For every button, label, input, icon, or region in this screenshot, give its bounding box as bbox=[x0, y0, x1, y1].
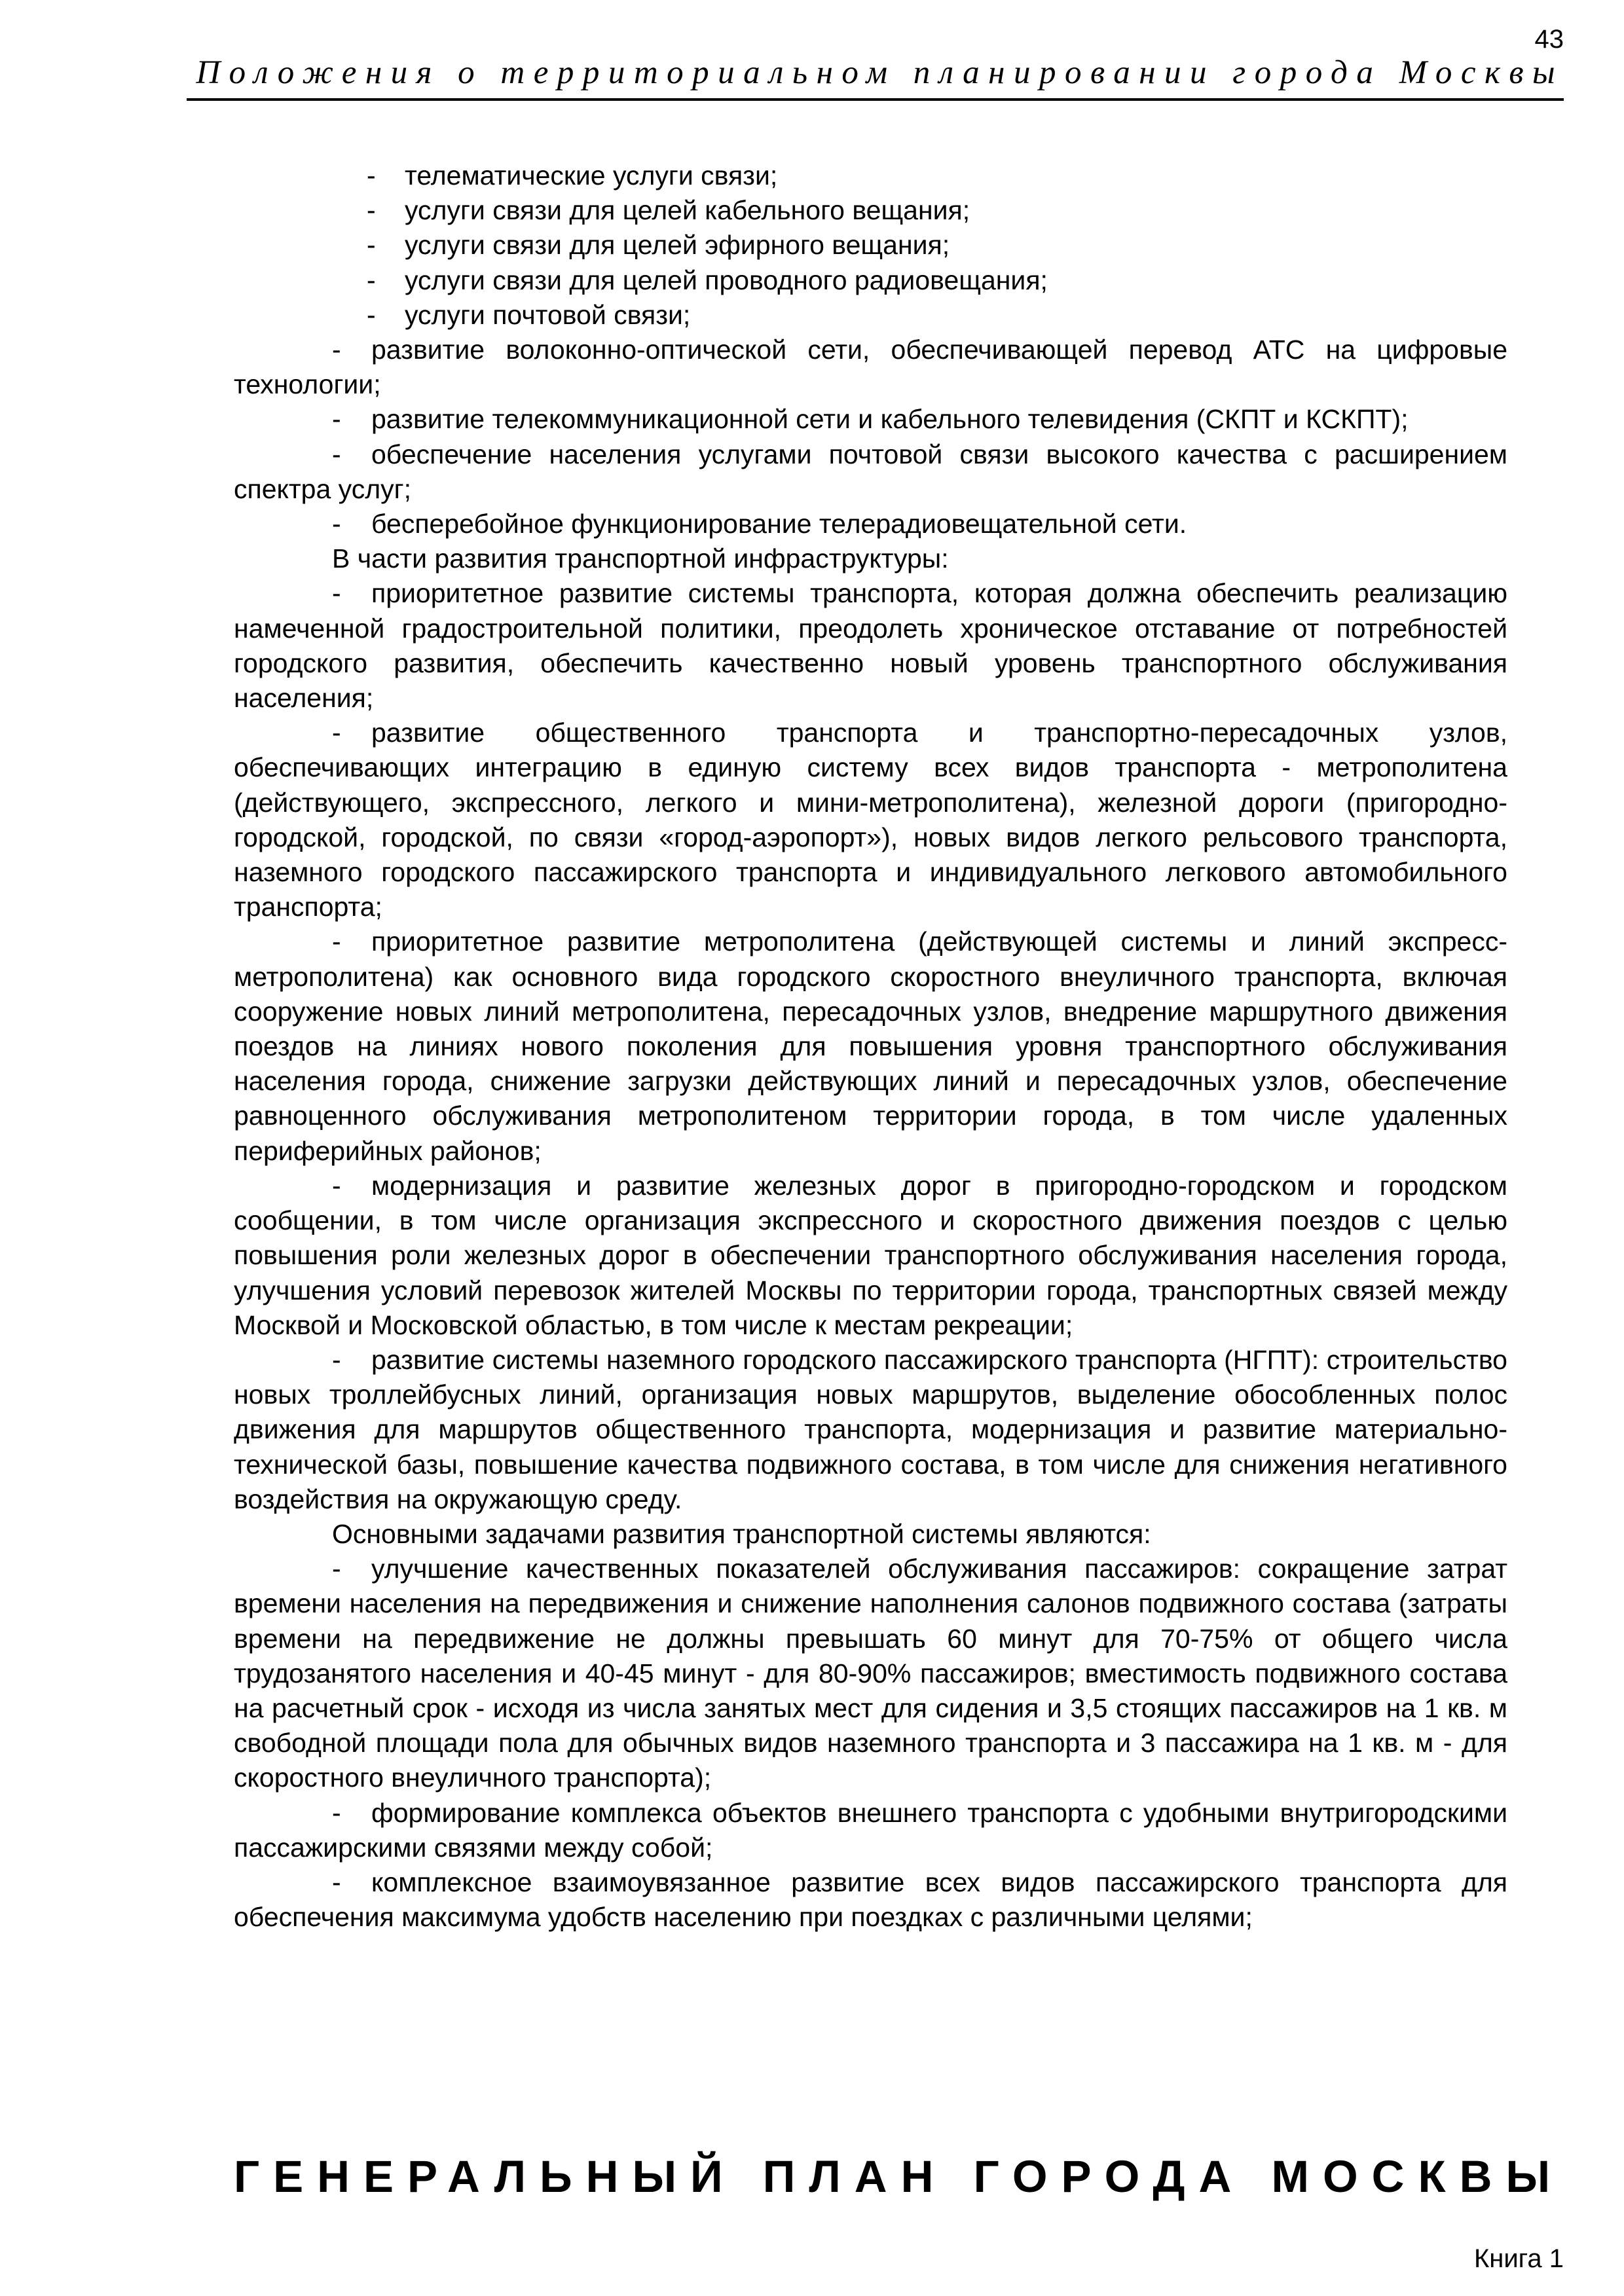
page-number: 43 bbox=[1534, 25, 1564, 54]
list-item: - комплексное взаимоувязанное развитие всех видов пассажирского транспорта для обеспечения максимума удобств населению при поездках с различными целями; bbox=[234, 1865, 1507, 1935]
list-item: - приоритетное развитие метрополитена (действующей системы и линий экспресс-метрополитена) как основного вида городского скоростного внеуличного транспорта, включая сооружение новых линий метрополитена, пересадочных узлов, внедрение маршрутного движения поездов на линиях нового поколения для повышения уровня транспортного обслуживания населения города, снижение загрузки действующих линий и пересадочных узлов, обеспечение равноценного обслуживания метрополитеном территории города, в том числе удаленных периферийных районов; bbox=[234, 924, 1507, 1168]
header-divider bbox=[187, 98, 1564, 101]
list-item: - улучшение качественных показателей обслуживания пассажиров: сокращение затрат времени населения на передвижения и снижение наполнения салонов подвижного состава (затраты времени на передвижение не должны превышать 60 минут для 70-75% от общего числа трудозанятого населения и 40-45 минут - для 80-90% пассажиров; вместимость подвижного состава на расчетный срок - исходя из числа занятых мест для сидения и 3,5 стоящих пассажиров на 1 кв. м свободной площади пола для обычных видов наземного транспорта и 3 пассажира на 1 кв. м - для скоростного внеуличного транспорта); bbox=[234, 1552, 1507, 1795]
list-item: - формирование комплекса объектов внешнего транспорта с удобными внутригородскими пассажирскими связями между собой; bbox=[234, 1796, 1507, 1865]
sub-list-item: - услуги связи для целей проводного радиовещания; bbox=[234, 263, 1507, 298]
list-item: - развитие телекоммуникационной сети и кабельного телевидения (СКПТ и КСКПТ); bbox=[234, 402, 1507, 437]
list-item: - развитие волоконно-оптической сети, обеспечивающей перевод АТС на цифровые технологии; bbox=[234, 333, 1507, 402]
footer-book-label: Книга 1 bbox=[1473, 2244, 1564, 2273]
running-header-title: Положения о территориальном планировании города Москвы bbox=[196, 54, 1564, 91]
sub-list-item: - телематические услуги связи; bbox=[234, 158, 1507, 193]
list-item: - развитие системы наземного городского пассажирского транспорта (НГПТ): строительство новых троллейбусных линий, организация новых маршрутов, выделение обособленных полос движения для маршрутов общественного транспорта, модернизация и развитие материально-технической базы, повышение качества подвижного состава, в том числе для снижения негативного воздействия на окружающую среду. bbox=[234, 1343, 1507, 1517]
list-item: - обеспечение населения услугами почтовой связи высокого качества с расширением спектра услуг; bbox=[234, 437, 1507, 507]
list-item: - модернизация и развитие железных дорог в пригородно-городском и городском сообщении, в том числе организация экспрессного и скоростного движения поездов с целью повышения роли железных дорог в обеспечении транспортного обслуживания населения города, улучшения условий перевозок жителей Москвы по территории города, транспортных связей между Москвой и Московской областью, в том числе к местам рекреации; bbox=[234, 1169, 1507, 1343]
sub-list-item: - услуги связи для целей эфирного вещания; bbox=[234, 228, 1507, 263]
list-item: - развитие общественного транспорта и транспортно-пересадочных узлов, обеспечивающих интеграцию в единую систему всех видов транспорта - метрополитена (действующего, экспрессного, легкого и мини-метрополитена), железной дороги (пригородно-городской, городской, по связи «город-аэропорт»), новых видов легкого рельсового транспорта, наземного городского пассажирского транспорта и индивидуального легкового автомобильного транспорта; bbox=[234, 716, 1507, 924]
sub-list-item: - услуги почтовой связи; bbox=[234, 298, 1507, 333]
footer-title: ГЕНЕРАЛЬНЫЙ ПЛАН ГОРОДА МОСКВЫ bbox=[234, 2151, 1564, 2202]
section-intro: В части развития транспортной инфраструктуры: bbox=[332, 543, 949, 574]
list-item: - приоритетное развитие системы транспорта, которая должна обеспечить реализацию намеченной градостроительной политики, преодолеть хроническое отставание от потребностей городского развития, обеспечить качественно новый уровень транспортного обслуживания населения; bbox=[234, 576, 1507, 716]
sub-list-item: - услуги связи для целей кабельного вещания; bbox=[234, 193, 1507, 228]
document-body bbox=[234, 158, 1507, 1935]
list-item: - бесперебойное функционирование телерадиовещательной сети. bbox=[234, 507, 1507, 541]
section-intro: Основными задачами развития транспортной системы являются: bbox=[332, 1518, 1151, 1549]
